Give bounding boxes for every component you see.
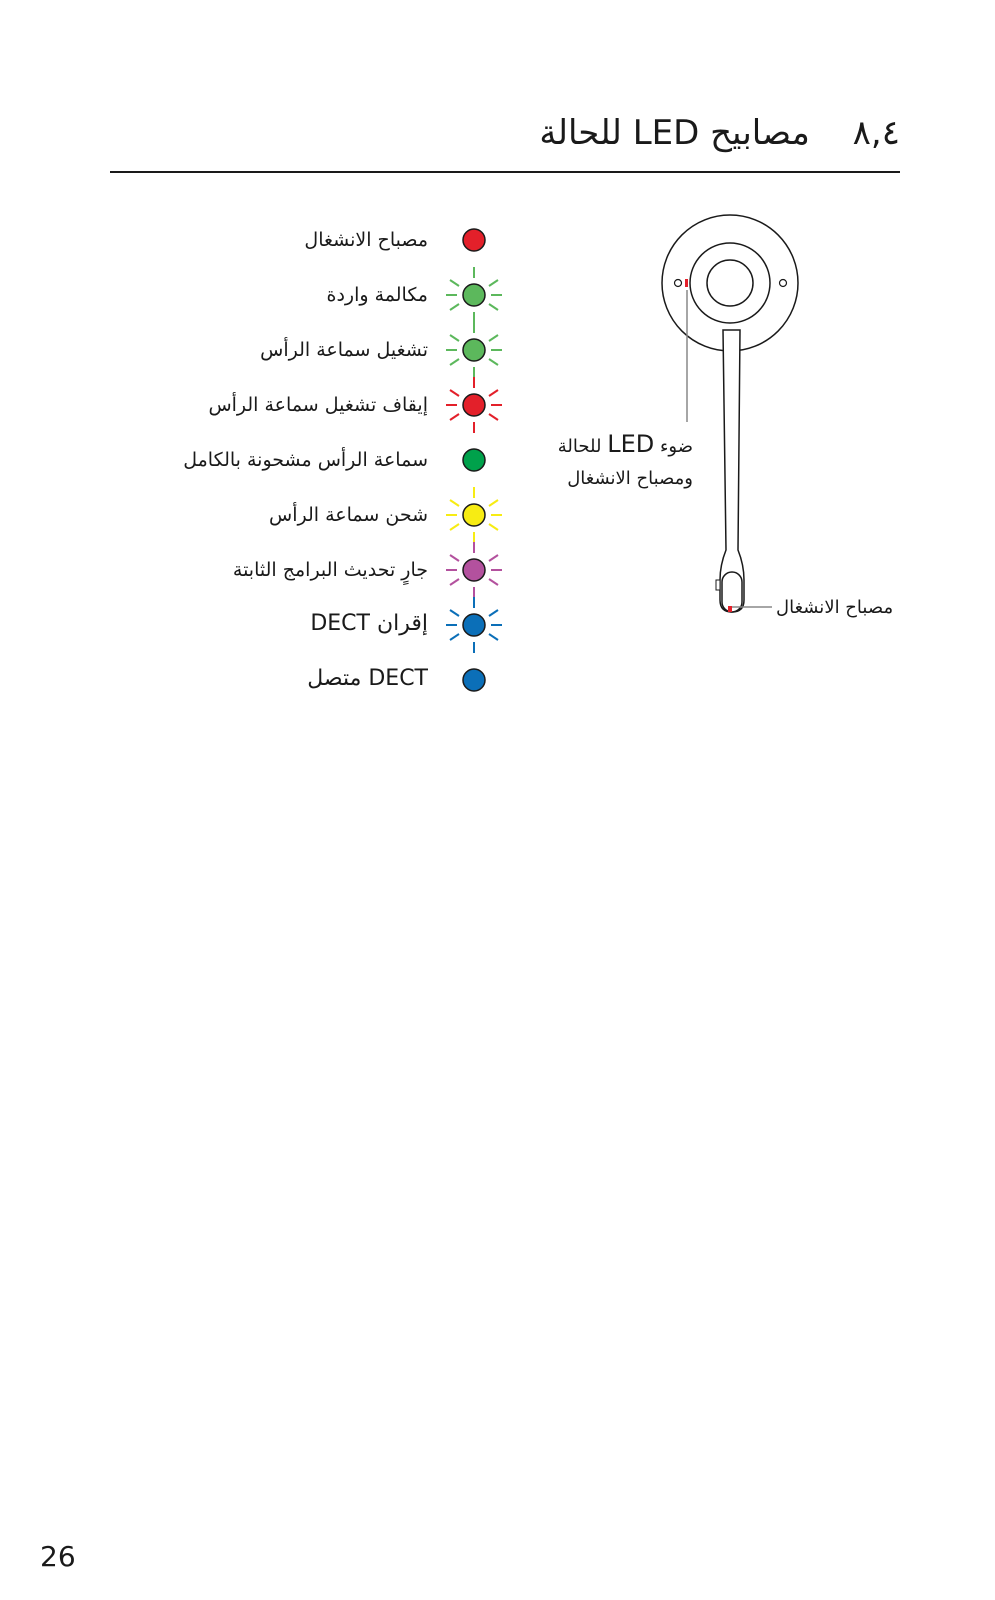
led-blinking-purple-icon — [444, 540, 504, 600]
legend-label-fully-charged: سماعة الرأس مشحونة بالكامل — [183, 449, 428, 471]
status-led-callout — [558, 428, 693, 495]
legend-label-busy: مصباح الانشغال — [304, 229, 428, 251]
led-blinking-green-icon — [444, 265, 504, 325]
callout-status-led: LED — [607, 430, 655, 458]
title-suffix: للحالة — [539, 113, 622, 153]
legend-label-headset-on: تشغيل سماعة الرأس — [260, 339, 428, 361]
side-hole-right — [780, 280, 787, 287]
boom-arm — [720, 330, 744, 612]
page-title — [539, 113, 900, 153]
busy-light-indicator — [728, 606, 732, 612]
status-led-indicator — [685, 279, 688, 287]
callout-status-suffix: للحالة — [557, 436, 602, 457]
legend-label-dect-pairing: إقران DECT — [310, 611, 428, 636]
legend-label-dect-connected: DECT متصل — [307, 666, 428, 691]
led-solid-green-icon — [444, 430, 504, 490]
section-number: ٨,٤ — [852, 113, 900, 153]
led-blinking-yellow-icon — [444, 485, 504, 545]
callout-status-line2: ومصباح الانشغال — [567, 468, 693, 489]
led-solid-red-icon — [444, 210, 504, 270]
mic-button — [716, 580, 720, 590]
title-prefix: مصابيح — [710, 113, 810, 153]
callout-status-prefix: ضوء — [659, 436, 693, 457]
led-blinking-red-icon — [444, 375, 504, 435]
section-header — [110, 105, 900, 173]
title-led: LED — [632, 113, 700, 153]
page-number: 26 — [40, 1540, 76, 1573]
led-blinking-blue-icon — [444, 595, 504, 655]
side-hole-left — [675, 280, 682, 287]
earcup-center — [707, 260, 753, 306]
led-blinking-green-icon — [444, 320, 504, 380]
legend-label-firmware-update: جارٍ تحديث البرامج الثابتة — [232, 559, 428, 581]
legend-label-headset-off: إيقاف تشغيل سماعة الرأس — [208, 394, 428, 416]
led-solid-blue-icon — [444, 650, 504, 710]
legend-label-charging: شحن سماعة الرأس — [269, 504, 428, 526]
busy-light-callout: مصباح الانشغال — [776, 597, 894, 618]
legend-label-incoming-call: مكالمة واردة — [326, 284, 428, 306]
